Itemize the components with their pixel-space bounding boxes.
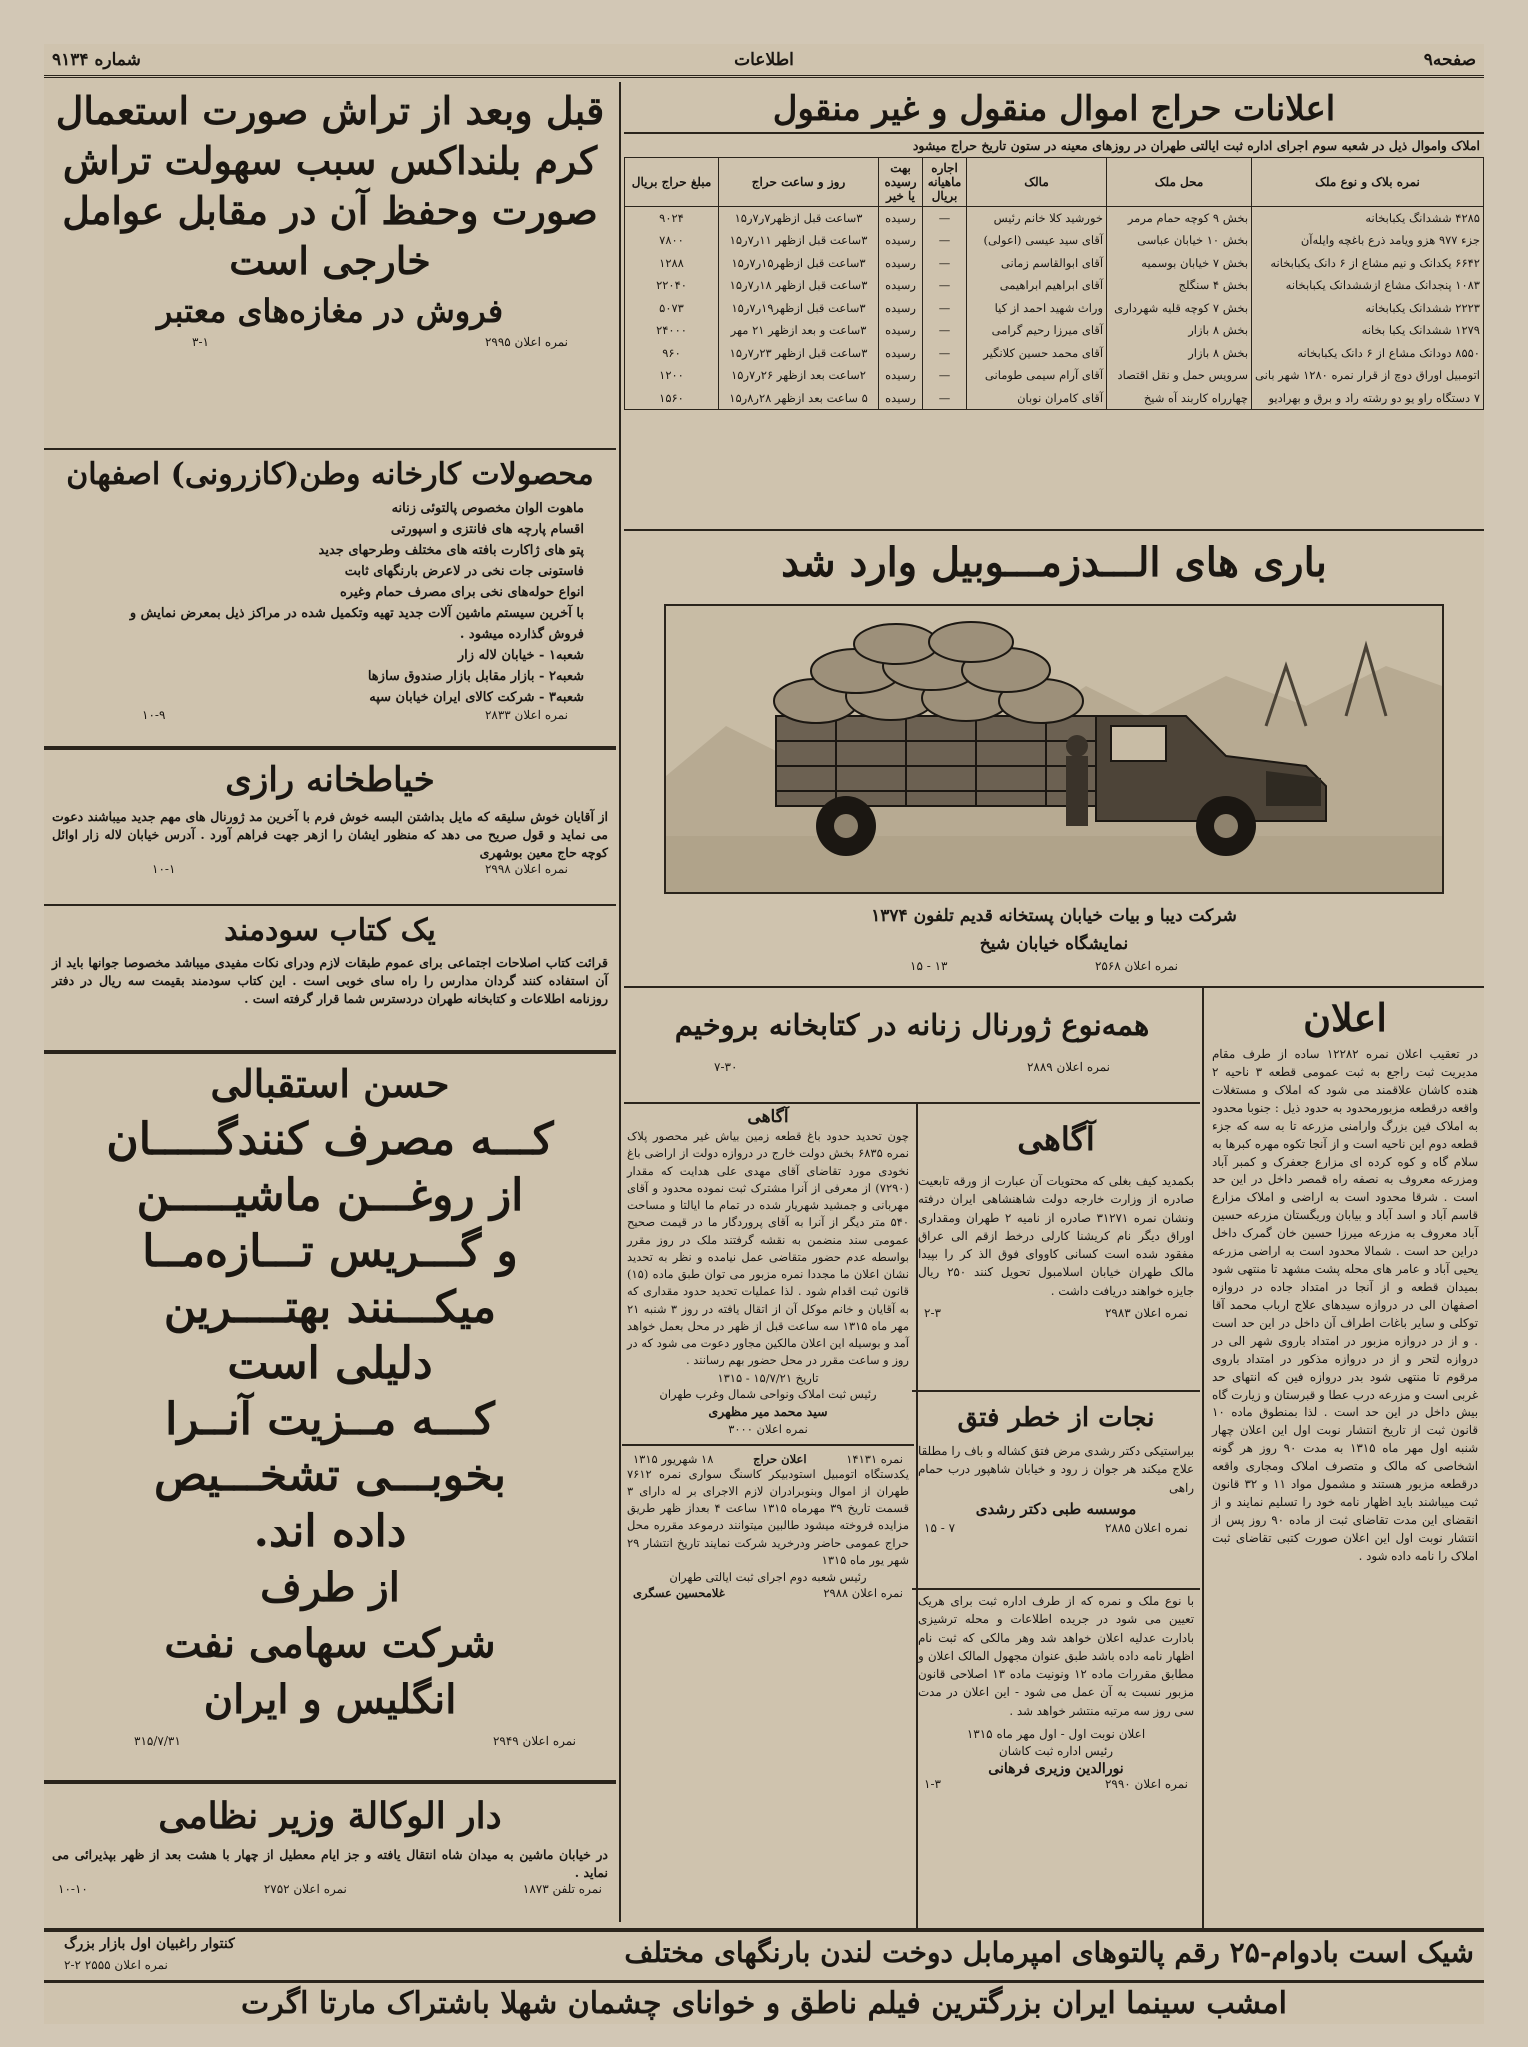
book-body: قرائت کتاب اصلاحات اجتماعی برای عموم طبقات لازم ودرای نکات مفیدی میباشد مخصوصا جوانها باید از آن استفاده کنند گردان مدارس را راه سای خوبی است . این کتاب سودمند بقیمت سه ریال در دفتر روزنامه اطلاعات و کتابخانه طهران دردسترس شما قرار گرفته است . — [52, 955, 608, 1007]
haraj-title: اعلان حراج — [753, 1451, 807, 1466]
watan-item: فاستونی جات نخی در لاعرض بارنگهای ثابت — [344, 564, 584, 579]
agahi-left-office: رئیس ثبت املاک ونواحی شمال وغرب طهران — [659, 1387, 877, 1402]
oil-line-4: و گـــریس تـــازه‌مــا — [142, 1226, 518, 1277]
oil-line-2: کـــه مصرف کنندگـــــان — [106, 1114, 554, 1165]
razor-line-4: خارجی است — [229, 238, 431, 284]
oil-code: ۳۱۵/۷/۳۱ — [134, 1734, 181, 1748]
newspaper-page — [44, 44, 1484, 2024]
auction-cell: — — [923, 207, 967, 230]
auction-cell: آقای میرزا رحیم گرامی — [967, 319, 1107, 342]
newspaper-name: اطلاعات — [734, 50, 794, 70]
agahi-right-rule — [912, 1390, 1200, 1392]
razor-line-3: صورت وحفظ آن در مقابل عوامل — [62, 188, 598, 234]
auction-cell: ۳ساعت قبل ازظهر۷ر۷ر۱۵ — [719, 207, 879, 230]
auction-cell: رسیده — [879, 207, 923, 230]
book-rule — [44, 1050, 616, 1054]
auction-cell: ۳ساعت و بعد ازظهر ۲۱ مهر — [719, 319, 879, 342]
auction-cell: آقای ابراهیم ابراهیمی — [967, 274, 1107, 297]
auction-cell: بخش ۷ خیابان بوسمیه — [1107, 252, 1252, 275]
auction-row — [625, 387, 1484, 410]
oil-ref — [44, 1734, 616, 1748]
tailor-rule — [44, 904, 616, 906]
auction-cell: ۲ساعت بعد ازظهر ۲۶ر۷ر۱۵ — [719, 364, 879, 387]
auction-cell: ۵ ساعت بعد ازظهر ۲۸ر۸ر۱۵ — [719, 387, 879, 410]
law-code: ۱۰-۱۰ — [58, 1882, 88, 1897]
agahi-right-code: ۲-۳ — [924, 1305, 941, 1320]
auction-row — [625, 274, 1484, 297]
auction-cell: ۷۸۰۰ — [625, 229, 719, 252]
auction-cell: رسیده — [879, 252, 923, 275]
auction-cell: ۱۲۷۹ ششدانک یکبا بخانه — [1252, 319, 1484, 342]
truck-ad — [624, 534, 1484, 984]
razor-line-2: کرم بلنداکس سبب سهولت تراش — [62, 138, 598, 184]
razor-line-1: قبل وبعد از تراش صورت استعمال — [55, 88, 605, 133]
auction-cell: ۲۲۲۳ ششدانک یکبابخانه — [1252, 297, 1484, 320]
auction-cell: ۲۲۰۴۰ — [625, 274, 719, 297]
hernia-ref — [918, 1521, 1194, 1535]
auction-cell: ۳ساعت قبل ازظهر۱۵ر۷ر۱۵ — [719, 252, 879, 275]
hernia-body: بیراستیکی دکتر رشدی مرض فتق کشاله و باف را مطلقا علاج میکند هر جوان ز رود و خیابان شاهپور درب حمام راهی — [918, 1444, 1194, 1495]
coat-shop: کنتوار راغبیان اول بازار بزرگ — [64, 1936, 235, 1952]
agahi-left-signer: سید محمد میر مظهری — [708, 1403, 828, 1419]
auction-cell: رسیده — [879, 274, 923, 297]
cinema-ad — [44, 1984, 1484, 2024]
auction-row — [625, 319, 1484, 342]
issue-number: شماره ۹۱۳۴ — [52, 50, 141, 70]
auction-row — [625, 342, 1484, 365]
tailor-code: ۱۰-۱ — [152, 862, 176, 877]
auction-cell: آقای سید عیسی (اعولی) — [967, 229, 1107, 252]
watan-item: شعبه۳ - شرکت کالای ایران خیابان سپه — [369, 690, 584, 705]
hernia-title: نجات از خطر فتق — [957, 1403, 1155, 1433]
auction-cell: ۶۶۴۲ یکدانک و نیم مشاع از ۶ دانک یکبابخانه — [1252, 252, 1484, 275]
bottom-rule-1 — [44, 1928, 1484, 1932]
razor-num: نمره اعلان ۲۹۹۵ — [484, 334, 568, 349]
tailor-title: خیاطخانه رازی — [225, 760, 435, 800]
auction-cell: ۴۲۸۵ ششدانگ یکبابخانه — [1252, 207, 1484, 230]
auction-cell: — — [923, 297, 967, 320]
journal-ad — [624, 990, 1200, 1100]
auction-row — [625, 207, 1484, 230]
book-title: یک کتاب سودمند — [224, 913, 436, 948]
razor-code: ۳-۱ — [192, 334, 209, 349]
truck-showroom: نمایشگاه خیابان شیخ — [979, 934, 1129, 954]
auction-cell: بخش ۸ بازار — [1107, 342, 1252, 365]
kashan-notice-title: اعلان — [1303, 995, 1387, 1040]
watan-item: انواع حوله‌های نخی برای مصرف حمام وغیره — [340, 585, 584, 600]
watan-item: ماهوت الوان مخصوص پالتوئی زنانه — [391, 501, 584, 516]
watan-item: فروش گذارده میشود . — [459, 627, 584, 642]
watan-items — [52, 498, 608, 708]
tailor-num: نمره اعلان ۲۹۹۸ — [484, 862, 568, 877]
auction-cell: ۷ دستگاه راو یو دو رشته راد و برق و بهرادیو — [1252, 387, 1484, 410]
truck-illustration — [664, 604, 1444, 894]
agahi-left-date: تاریخ ۱۵/۷/۲۱ - ۱۳۱۵ — [717, 1370, 819, 1385]
razor-sale: فروش در مغازه‌های معتبر — [156, 291, 504, 330]
auction-cell: خورشید کلا خانم رئیس — [967, 207, 1107, 230]
agahi-right-num: نمره اعلان ۲۹۸۳ — [1104, 1305, 1188, 1320]
watan-item: با آخرین سیستم ماشین آلات جدید تهیه وتکمیل شده در مراکز ذیل بمعرض نمایش و — [129, 606, 584, 621]
watan-num: نمره اعلان ۲۸۳۳ — [484, 708, 568, 722]
oil-line-7: کـــه مــزیت آنــرا — [165, 1394, 495, 1445]
razor-ref — [52, 335, 608, 349]
tailor-ad — [44, 752, 616, 902]
hernia-rule — [912, 1588, 1200, 1590]
auction-row — [625, 297, 1484, 320]
auction-cell: ۳ساعت قبل ازظهر۱۹ر۷ر۱۵ — [719, 297, 879, 320]
agahi-left-num: نمره اعلان ۳۰۰۰ — [728, 1421, 808, 1436]
oil-line-5: میکـــنند بهتــــرین — [163, 1282, 497, 1333]
auction-cell: بخش ۹ کوچه حمام مرمر — [1107, 207, 1252, 230]
kashan-continuation — [912, 1592, 1200, 1926]
auction-cell: ۱۲۰۰ — [625, 364, 719, 387]
coat-num: نمره اعلان ۲۵۵۵ — [84, 1958, 168, 1972]
truck-headline: باری های الـــدزمـــوبیل وارد شد — [781, 539, 1327, 586]
col-date: روز و ساعت حراج — [719, 158, 879, 207]
kashan-cont-signer: نورالدین وزیری فرهانی — [988, 1760, 1124, 1777]
haraj-date: ۱۸ شهریور ۱۳۱۵ — [633, 1451, 714, 1466]
oil-line-3: از روغـــن ماشیـــــن — [136, 1170, 524, 1221]
law-ref — [52, 1882, 608, 1896]
hernia-ad — [912, 1394, 1200, 1584]
book-ad — [44, 908, 616, 1048]
auction-cell: ۳ساعت قبل ازظهر ۱۸ر۷ر۱۵ — [719, 274, 879, 297]
auction-cell: بخش ۱۰ خیابان عباسی — [1107, 229, 1252, 252]
oil-line-9: داده اند. — [253, 1506, 407, 1557]
auction-cell: رسیده — [879, 229, 923, 252]
auction-cell: آقای کامران نوبان — [967, 387, 1107, 410]
kashan-cont-body: با نوع ملک و نمره که از طرف اداره ثبت برای هریک تعیین می شود در جریده اطلاعات و محله ترشیزی بادارت عدلیه اعلان خواهد شد وهر مالکی که ثبت نام اظهار نامه داده باشد طبق عنوان مجهول المالک اعلان و مطابق مقررات ماده ۱۲ ونونیت ماده ۱۳ اصلاحی قانون مزبور نسبت به آن عمل می شود - این اعلان در مدت سی روز سه مرتبه منتشر خواهد شد . — [918, 1594, 1195, 1718]
auction-cell: ۹۰۲۴ — [625, 207, 719, 230]
kashan-cont-num: نمره اعلان ۲۹۹۰ — [1104, 1776, 1188, 1791]
watan-rule — [44, 746, 616, 750]
kashan-notice-body: در تعقیب اعلان نمره ۱۲۲۸۲ ساده از طرف مقام مدیریت ثبت راجع به ثبت عمومی قطعه ۳ ناحیه ۲ هنده کاشان علاقمند می شود که املاک و مستغلات واقعه درقطعه مزبورمحدود به حدود ذیل : جنوبا محدود به املاک فین بزرگ وارامنی مزرعه تا به سه که جزء قطعه دوم این ناحیه است و از آنجا تکوه مهره کبرها به سلام گاه و کوه کرده ای مزارع جعفرک و کمبر آباد ومزرعه معروف به نصفه راه قمصر داخل در این حد است . شرقا محدود است به اراضی و املاک مزارع قاسم آباد و اسد آباد و بیابان وریگستان مزرعه حسین آباد معروف به مزرعه میرزا حسین خان گمرک داخل دراین حد است . شمالا محدود است به اراضی مزرعه یحیی آباد و عامر های محله پشت مشهد تا منتهی شود بمیدان قطعه و از آنجا در امتداد جاده در دروازه اصفهان الی در دروازه سیدهای علاج ارباب محمد آقا توکلی و سایر باغات اطراف آن داخل در این حد است . و از در دروازه مزبور در امتداد باروی شهر الی در دروازه لتحر و از در دروازه مذکور در امتداد باروی مرقوم تا منتهی شود بدر دروازه فین که انتهای حد غربی است و مزرعه درب عطا و قبرستان و زیارت گاه بیش داخل در این حد است . لذا بمنطوق ماده ۱۰ قانون ثبت از تاریخ انتشار نوبت اول این اعلان چهار شنبه اول مهر ماه ۱۳۱۵ به مدت ۹۰ روز هر گونه اشخاصی که مالک و متصرف املاک ومجاری واقعه درقطعه مزبور هستند و مشمول مواد ۱۱ و ۳۲ قانون ثبت میباشند باید اظهار نامه خود را تسلیم نمایند و از انقضای این مدت تقاضای ثبت از ماده ۹۰ روز پس از انتشار نوبت اول این اعلان صورت کتبی تقاضای ثبت املاک را نامه داده شود . — [1212, 1047, 1479, 1563]
auction-cell: آقای آرام سیمی طومانی — [967, 364, 1107, 387]
col-rent: اجاره ماهیانه بریال — [923, 158, 967, 207]
auction-cell: آقای محمد حسین کلانگیر — [967, 342, 1107, 365]
agahi-right-ref — [918, 1306, 1194, 1320]
kashan-cont-code: ۱-۳ — [924, 1776, 941, 1791]
auction-cell: رسیده — [879, 342, 923, 365]
auction-cell: ۳ساعت قبل ازظهر ۲۳ر۷ر۱۵ — [719, 342, 879, 365]
hernia-num: نمره اعلان ۲۸۸۵ — [1104, 1520, 1188, 1535]
law-phone: نمره تلفن ۱۸۷۳ — [522, 1882, 602, 1897]
auction-title: اعلانات حراج اموال منقول و غیر منقول — [624, 86, 1484, 134]
coat-ad — [44, 1934, 1484, 1978]
agahi-right-title: آگاهی — [1017, 1120, 1095, 1158]
col-amount: مبلغ حراج بریال — [625, 158, 719, 207]
auction-cell: ۸۵۵۰ دودانک مشاع از ۶ دانک یکبابخانه — [1252, 342, 1484, 365]
kashan-notice — [1206, 990, 1484, 1925]
auction-cell: بخش ۸ بازار — [1107, 319, 1252, 342]
kashan-cont-dates: اعلان نوبت اول - اول مهر ماه ۱۳۱۵ — [966, 1726, 1146, 1741]
col-owner: مالک — [967, 158, 1107, 207]
journal-ad-text: همه‌نوع ژورنال زنانه در کتابخانه بروخیم — [674, 1008, 1150, 1042]
auction-cell: — — [923, 342, 967, 365]
auction-cell: ۵۰۷۳ — [625, 297, 719, 320]
watan-item: پتو های ژاکارت بافته های مختلف وطرحهای جدید — [318, 543, 584, 558]
watan-ref — [52, 708, 608, 722]
agahi-left-title: آگاهی — [747, 1107, 789, 1127]
column-divider — [619, 82, 621, 1922]
auction-cell: ۳ساعت قبل ازظهر ۱۱ر۷ر۱۵ — [719, 229, 879, 252]
hernia-signer: موسسه طبی دکتر رشدی — [975, 1499, 1137, 1518]
coat-code: ۲-۲ — [64, 1958, 81, 1972]
auction-cell: ۱۵۶۰ — [625, 387, 719, 410]
notice-divider — [1202, 988, 1204, 1928]
haraj-meta — [627, 1452, 909, 1466]
watan-item: اقسام پارچه های فانتزی و اسپورتی — [390, 522, 584, 537]
oil-line-8: بخوبـــی تشخـــیص — [153, 1450, 507, 1501]
watan-title: محصولات کارخانه وطن(کازرونی) اصفهان — [66, 457, 594, 492]
journal-ad-num: نمره اعلان ۲۸۸۹ — [1026, 1060, 1110, 1074]
auction-cell: رسیده — [879, 297, 923, 320]
journal-bottom-rule — [624, 1102, 1200, 1104]
col-notified: بهت رسیده یا خیر — [879, 158, 923, 207]
auction-row — [625, 364, 1484, 387]
truck-ad-ref — [904, 959, 1184, 973]
kashan-cont-ref — [918, 1777, 1194, 1791]
tailor-ref — [52, 862, 608, 876]
bottom-rule-2 — [44, 1980, 1484, 1983]
hernia-code: ۷ - ۱۵ — [924, 1520, 956, 1535]
auction-cell: — — [923, 387, 967, 410]
auction-cell: وراث شهید احمد از کیا — [967, 297, 1107, 320]
oil-rule — [44, 1780, 616, 1784]
truck-image — [666, 606, 1442, 892]
kashan-cont-office: رئیس اداره ثبت کاشان — [998, 1744, 1114, 1759]
auction-cell: ۲۴۰۰۰ — [625, 319, 719, 342]
oil-num: نمره اعلان ۲۹۴۹ — [492, 1734, 576, 1748]
auction-bottom-rule — [624, 529, 1484, 531]
truck-company: شرکت دیبا و بیات خیابان پستخانه قدیم تلفون ۱۳۷۴ — [871, 906, 1237, 926]
auction-cell: آقای ابوالقاسم زمانی — [967, 252, 1107, 275]
razor-cream-ad — [44, 86, 616, 446]
coat-text: شیک است بادوام-۲۵ رقم پالتوهای امپرمابل دوخت لندن بارنگهای مختلف — [624, 1936, 1474, 1969]
oil-line-11: شرکت سهامی نفت — [164, 1620, 496, 1667]
page-number: صفحه۹ — [1423, 50, 1476, 70]
oil-line-6: دلیلی است — [227, 1338, 433, 1389]
auction-cell: — — [923, 229, 967, 252]
oil-line-12: انگلیس و ایران — [203, 1676, 457, 1723]
haraj-body: یکدستگاه اتومبیل استودبیکر کاسنگ سواری نمره ۷۶۱۲ طهران از اموال وبنوبرادران لازم الاجرای بر له دارای ۳ قسمت تاریخ ۳۹ مهرماه ۱۳۱۵ ساعت ۴ بعداز ظهر طریق مزایده فروخته میشود طالبین میتوانند درموعد مقرره محل حراج عمومی حاضر ودرخرید شرکت نمایند تاریخ انتشار ۲۹ شهر یور ماه ۱۳۱۵ — [627, 1466, 909, 1567]
auction-cell: ۱۰۸۳ پنجدانک مشاع ازششدانک یکبابخانه — [1252, 274, 1484, 297]
auction-cell: بخش ۷ کوچه قلیه شهرداری — [1107, 297, 1252, 320]
auction-cell: رسیده — [879, 319, 923, 342]
auction-row — [625, 252, 1484, 275]
journal-ad-ref — [624, 1060, 1200, 1074]
auction-cell: — — [923, 364, 967, 387]
watan-code: ۱۰-۹ — [142, 708, 166, 722]
tailor-body: از آقایان خوش سلیقه که مایل بداشتن البسه خوش فرم با آخرین مد ژورنال های مهم جدید میباشند دعوت می نماید و قول صریح می دهد که منظور ایشان را ازهر جهت فراهم آورد . آدرس خیابان لاله زار اوائل کوچه حاج معین بوشهری — [52, 809, 608, 861]
page-header — [44, 44, 1484, 78]
auction-cell: رسیده — [879, 387, 923, 410]
auction-cell: — — [923, 274, 967, 297]
haraj-number: نمره ۱۴۱۳۱ — [846, 1451, 903, 1466]
auction-notice — [624, 86, 1484, 526]
auction-cell: رسیده — [879, 364, 923, 387]
auction-intro: املاک واموال ذیل در شعبه سوم اجرای اداره ثبت ایالتی طهران در روزهای معینه در ستون تاریخ حراج میشود — [912, 138, 1480, 153]
auction-cell: بخش ۴ سنگلج — [1107, 274, 1252, 297]
haraj-ref — [627, 1586, 909, 1600]
watan-item: شعبه۱ - خیابان لاله زار — [457, 648, 584, 663]
agahi-left-rule — [622, 1444, 914, 1446]
auction-cell: جزء ۹۷۷ هزو ویامد ذرع باغچه وایله‌آن — [1252, 229, 1484, 252]
auction-cell: سرویس حمل و نقل اقتصاد — [1107, 364, 1252, 387]
auction-cell: ۹۶۰ — [625, 342, 719, 365]
col-location: محل ملک — [1107, 158, 1252, 207]
haraj-office: رئیس شعبه دوم اجرای ثبت ایالتی طهران — [669, 1570, 867, 1585]
auction-header-row — [625, 158, 1484, 207]
haraj-signer: غلامحسین عسگری — [633, 1585, 725, 1600]
law-title: دار الوکالة وزیر نظامی — [158, 1795, 502, 1837]
auction-row — [625, 229, 1484, 252]
journal-ad-code: ۷-۳۰ — [714, 1060, 738, 1074]
cinema-text: امشب سینما ایران بزرگترین فیلم ناطق و خوانای چشمان شهلا باشتراک مارتا اگرت — [241, 1986, 1287, 2021]
razor-rule — [44, 448, 616, 450]
coat-ref — [64, 1958, 168, 1972]
truck-ad-num: نمره اعلان ۲۵۶۸ — [1094, 959, 1178, 973]
col-block: نمره بلاک و نوع ملک — [1252, 158, 1484, 207]
oil-line-1: حسن استقبالی — [210, 1061, 450, 1106]
agahi-notice-left — [622, 1106, 914, 1926]
law-num: نمره اعلان ۲۷۵۲ — [263, 1882, 347, 1897]
agahi-right-body: بکمدید کیف بغلی که محتویات آن عبارت از ورقه تابعیت صادره از وزارت خارجه دولت شاهنشاهی ایران درفته ونشان نمره ۳۱۲۷۱ صادره از نامیه ۲ طهران ومقداری اوراق دیگر نام کریشنا کارلی درخط ازقم الی عراق مفقود شده است کسانی کاووای فوق الذ کر را بپیدا مالک طهران خیابان اسلامبول تحویل کنند ۲۵۰ ریال جایزه خواهند دریافت داشت . — [918, 1174, 1194, 1298]
auction-cell: اتومبیل اوراق دوچ از قرار نمره ۱۲۸۰ شهر بانی — [1252, 364, 1484, 387]
truck-bottom-rule — [624, 986, 1484, 988]
agahi-left-body: چون تحدید حدود باغ قطعه زمین بیاش غیر محصور پلاک نمره ۶۸۳۵ بخش دولت خارج در دروازه دولت از اراضی باغ نخودی مورد تقاضای آقای مهدی علی هدایت که مقدار (۷۲۹۰) از معرفی از آنرا مشترک ثبت نموده محدود و آقای مهربانی و جمشید شهریار شده در تمام ما ایالتا و مساحت ۵۴۰ متر دیگر از آنرا به آقای پروردگار ما در قیمت صحیح عمومی سند منضمن به نقشه گرفتند ملک در روز مقرر بواسطه عدم حضور متقاضی عمل نیامده و نظر به تحدید نشان اعلان ما مجددا نمره مزبور می توان طبق ماده (۱۵) قانون ثبت اقدام شود . لذا عملیات تحدید حدود مقداری که به آقایان و خانم موکل آن از اتقال یافته در روز ۳ شنبه ۲۱ مهر ماه ۱۳۱۵ سه ساعت قبل از ظهر در محل بعمل خواهد آمد و بوسیله این اعلان مالکین مجاور دعوت می شود که در روز و ساعت مقرر در محل حضور بهم رسانند . — [627, 1129, 910, 1368]
oil-line-10: از طرف — [260, 1564, 400, 1611]
watan-factory-ad — [44, 452, 616, 744]
auction-cell: ۱۲۸۸ — [625, 252, 719, 275]
haraj-num: نمره اعلان ۲۹۸۸ — [823, 1585, 903, 1600]
auction-cell: چهارراه کاربند آه شیخ — [1107, 387, 1252, 410]
law-office-ad — [44, 1786, 616, 1926]
auction-cell: — — [923, 319, 967, 342]
agahi-notice-right — [912, 1106, 1200, 1386]
oil-ad — [44, 1056, 616, 1776]
truck-ad-code: ۱۳ - ۱۵ — [910, 959, 948, 973]
auction-table — [624, 157, 1484, 410]
watan-item: شعبه۲ - بازار مقابل بازار صندوق سازها — [367, 669, 584, 684]
auction-cell: — — [923, 252, 967, 275]
law-body: در خیابان ماشین به میدان شاه انتقال یافته و جز ایام معطیل از چهار با هشت بعد از ظهر بپذیرائی می نماید . — [52, 1847, 608, 1881]
